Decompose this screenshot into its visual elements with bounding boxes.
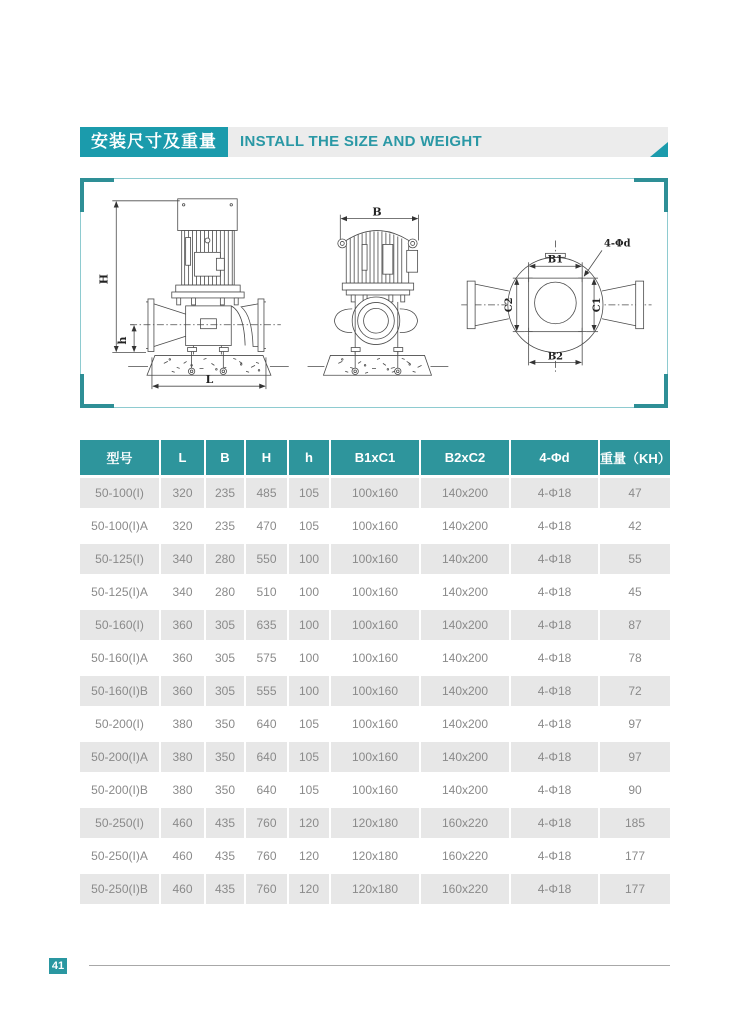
table-cell: 87 — [599, 609, 670, 642]
table-cell: 360 — [160, 642, 205, 675]
table-cell: 120 — [288, 840, 330, 873]
table-cell: 485 — [245, 477, 288, 510]
page-number-badge: 41 — [49, 958, 67, 974]
table-cell: 140x200 — [420, 675, 510, 708]
column-header-h: h — [288, 440, 330, 477]
table-cell: 350 — [205, 708, 245, 741]
dim-label-B1: B1 — [547, 254, 564, 266]
table-cell: 4-Φ18 — [510, 642, 599, 675]
table-cell: 460 — [160, 807, 205, 840]
table-cell: 47 — [599, 477, 670, 510]
table-cell: 177 — [599, 840, 670, 873]
dimensions-table — [80, 440, 670, 907]
dim-label-B: B — [372, 205, 382, 219]
dim-label-H: H — [97, 273, 111, 285]
table-cell: 78 — [599, 642, 670, 675]
table-cell: 140x200 — [420, 774, 510, 807]
table-cell: 55 — [599, 543, 670, 576]
table-cell: 460 — [160, 873, 205, 906]
table-cell: 100 — [288, 675, 330, 708]
dim-label-C1: C1 — [592, 297, 604, 313]
table-cell: 575 — [245, 642, 288, 675]
table-cell: 510 — [245, 576, 288, 609]
drawing-panel — [80, 178, 668, 408]
column-header-B1xC1: B1xC1 — [330, 440, 420, 477]
table-cell: 760 — [245, 807, 288, 840]
table-cell: 105 — [288, 741, 330, 774]
table-cell: 177 — [599, 873, 670, 906]
table-cell: 4-Φ18 — [510, 543, 599, 576]
table-cell: 235 — [205, 477, 245, 510]
table-cell: 305 — [205, 609, 245, 642]
table-cell: 100x160 — [330, 510, 420, 543]
table-cell: 640 — [245, 774, 288, 807]
table-cell: 760 — [245, 873, 288, 906]
table-cell: 4-Φ18 — [510, 510, 599, 543]
table-cell: 360 — [160, 675, 205, 708]
table-cell: 435 — [205, 873, 245, 906]
table-cell: 305 — [205, 675, 245, 708]
section-title-en: INSTALL THE SIZE AND WEIGHT — [240, 133, 482, 150]
table-cell: 140x200 — [420, 708, 510, 741]
table-cell: 50-160(I)A — [80, 642, 160, 675]
table-cell: 320 — [160, 477, 205, 510]
table-cell: 4-Φ18 — [510, 675, 599, 708]
table-cell: 100 — [288, 543, 330, 576]
table-cell: 100x160 — [330, 543, 420, 576]
table-cell: 160x220 — [420, 873, 510, 906]
column-header-weight: 重量（KH） — [599, 440, 670, 477]
table-cell: 50-160(I)B — [80, 675, 160, 708]
table-cell: 350 — [205, 774, 245, 807]
table-cell: 550 — [245, 543, 288, 576]
column-header-B2xC2: B2xC2 — [420, 440, 510, 477]
table-cell: 105 — [288, 708, 330, 741]
table-cell: 305 — [205, 642, 245, 675]
table-cell: 460 — [160, 840, 205, 873]
section-header — [80, 127, 668, 157]
table-row — [80, 642, 670, 675]
pump-dimension-drawing — [81, 179, 667, 407]
table-cell: 100 — [288, 642, 330, 675]
table-row — [80, 675, 670, 708]
table-cell: 72 — [599, 675, 670, 708]
dim-label-L: L — [205, 373, 214, 387]
table-cell: 50-125(I)A — [80, 576, 160, 609]
table-cell: 50-200(I)B — [80, 774, 160, 807]
table-cell: 50-100(I) — [80, 477, 160, 510]
table-cell: 140x200 — [420, 510, 510, 543]
table-cell: 4-Φ18 — [510, 840, 599, 873]
table-cell: 50-200(I)A — [80, 741, 160, 774]
table-cell: 50-250(I) — [80, 807, 160, 840]
table-cell: 470 — [245, 510, 288, 543]
table-cell: 235 — [205, 510, 245, 543]
table-cell: 100x160 — [330, 609, 420, 642]
table-cell: 360 — [160, 609, 205, 642]
table-cell: 435 — [205, 840, 245, 873]
table-cell: 105 — [288, 774, 330, 807]
table-cell: 320 — [160, 510, 205, 543]
table-row — [80, 576, 670, 609]
dim-label-C2: C2 — [503, 297, 515, 313]
table-cell: 340 — [160, 576, 205, 609]
table-cell: 90 — [599, 774, 670, 807]
table-row — [80, 807, 670, 840]
table-cell: 140x200 — [420, 642, 510, 675]
table-cell: 140x200 — [420, 576, 510, 609]
column-header-B: B — [205, 440, 245, 477]
front-view-drawing — [308, 215, 449, 376]
table-cell: 640 — [245, 708, 288, 741]
table-cell: 100 — [288, 609, 330, 642]
dim-label-h: h — [116, 336, 130, 345]
table-cell: 4-Φ18 — [510, 477, 599, 510]
table-cell: 100x160 — [330, 576, 420, 609]
table-cell: 635 — [245, 609, 288, 642]
table-cell: 120x180 — [330, 840, 420, 873]
table-cell: 100x160 — [330, 675, 420, 708]
table-cell: 120 — [288, 873, 330, 906]
table-row — [80, 741, 670, 774]
table-cell: 140x200 — [420, 543, 510, 576]
table-row — [80, 609, 670, 642]
table-cell: 100x160 — [330, 477, 420, 510]
table-cell: 160x220 — [420, 840, 510, 873]
corner-triangle-icon — [650, 142, 668, 157]
table-cell: 280 — [205, 543, 245, 576]
table-row — [80, 477, 670, 510]
table-cell: 4-Φ18 — [510, 807, 599, 840]
table-cell: 120x180 — [330, 873, 420, 906]
table-cell: 100x160 — [330, 774, 420, 807]
table-cell: 380 — [160, 774, 205, 807]
table-header-row — [80, 440, 670, 477]
table-cell: 97 — [599, 708, 670, 741]
table-cell: 100x160 — [330, 741, 420, 774]
table-cell: 50-200(I) — [80, 708, 160, 741]
table-cell: 100x160 — [330, 642, 420, 675]
side-view-drawing — [112, 199, 288, 389]
table-cell: 97 — [599, 741, 670, 774]
table-row — [80, 840, 670, 873]
section-title-zh: 安装尺寸及重量 — [80, 127, 228, 157]
table-cell: 4-Φ18 — [510, 873, 599, 906]
table-cell: 380 — [160, 741, 205, 774]
table-cell: 4-Φ18 — [510, 741, 599, 774]
table-cell: 42 — [599, 510, 670, 543]
table-cell: 120 — [288, 807, 330, 840]
table-cell: 45 — [599, 576, 670, 609]
table-cell: 50-125(I) — [80, 543, 160, 576]
dim-label-bolt-holes: 4-Φd — [603, 238, 631, 250]
table-cell: 640 — [245, 741, 288, 774]
table-cell: 105 — [288, 510, 330, 543]
table-cell: 340 — [160, 543, 205, 576]
table-cell: 4-Φ18 — [510, 609, 599, 642]
column-header-bolt: 4-Φd — [510, 440, 599, 477]
table-cell: 760 — [245, 840, 288, 873]
table-row — [80, 708, 670, 741]
table-cell: 140x200 — [420, 609, 510, 642]
table-cell: 185 — [599, 807, 670, 840]
table-cell: 435 — [205, 807, 245, 840]
table-cell: 50-160(I) — [80, 609, 160, 642]
section-title-bar — [228, 127, 668, 157]
table-cell: 140x200 — [420, 477, 510, 510]
table-cell: 50-250(I)A — [80, 840, 160, 873]
dim-label-B2: B2 — [547, 351, 564, 363]
table-cell: 120x180 — [330, 807, 420, 840]
table-cell: 100 — [288, 576, 330, 609]
table-cell: 105 — [288, 477, 330, 510]
table-cell: 140x200 — [420, 741, 510, 774]
table-row — [80, 510, 670, 543]
table-cell: 4-Φ18 — [510, 708, 599, 741]
table-cell: 50-100(I)A — [80, 510, 160, 543]
table-cell: 350 — [205, 741, 245, 774]
table-row — [80, 774, 670, 807]
table-row — [80, 873, 670, 906]
table-body — [80, 477, 670, 906]
table-cell: 4-Φ18 — [510, 774, 599, 807]
table-cell: 50-250(I)B — [80, 873, 160, 906]
table-cell: 380 — [160, 708, 205, 741]
table-cell: 280 — [205, 576, 245, 609]
table-cell: 4-Φ18 — [510, 576, 599, 609]
table-cell: 555 — [245, 675, 288, 708]
column-header-model: 型号 — [80, 440, 160, 477]
footer-divider — [89, 965, 670, 966]
table-row — [80, 543, 670, 576]
table-cell: 160x220 — [420, 807, 510, 840]
column-header-L: L — [160, 440, 205, 477]
column-header-H: H — [245, 440, 288, 477]
table-cell: 100x160 — [330, 708, 420, 741]
